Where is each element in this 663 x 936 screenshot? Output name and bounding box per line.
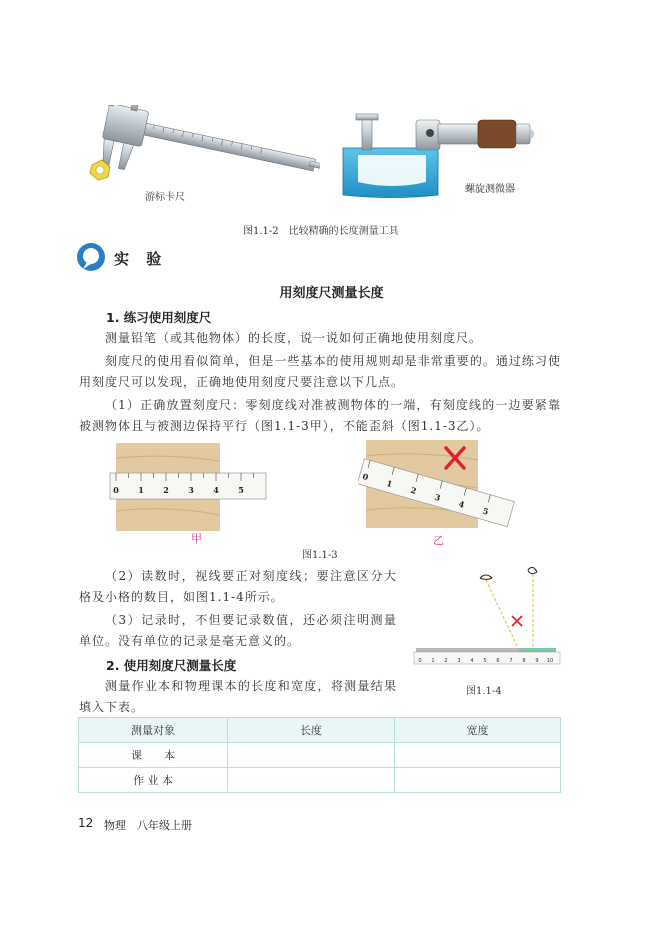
figure-1-1-4-caption: 图1.1-4 xyxy=(466,686,502,697)
wrong-view-icon xyxy=(512,616,522,626)
figure-1-1-3-caption: 图1.1-3 xyxy=(302,550,338,561)
table-cell-width[interactable] xyxy=(395,743,561,768)
part1-paragraph-4: （2）读数时，视线要正对刻度线；要注意区分大格及小格的数目，如图1.1-4所示。 xyxy=(79,569,397,604)
eye-icon-left xyxy=(480,575,492,580)
table-cell-object: 课 本 xyxy=(79,743,228,768)
fig4-tick-6: 6 xyxy=(496,658,500,664)
part2-heading: 2. 使用刻度尺测量长度 xyxy=(106,658,237,673)
fig4-tick-0: 0 xyxy=(418,658,422,664)
part2-paragraph-1: 测量作业本和物理课本的长度和宽度，将测量结果填入下表。 xyxy=(79,679,397,714)
jia-ruler-tick-0: 0 xyxy=(113,485,119,495)
micrometer-illustration xyxy=(338,100,558,200)
table-cell-length[interactable] xyxy=(228,768,395,793)
yi-ruler-tick-4: 4 xyxy=(457,498,466,510)
label-yi: 乙 xyxy=(433,534,444,547)
part1-paragraph-2: 刻度尺的使用看似简单，但是一些基本的使用规则却是非常重要的。通过练习使用刻度尺可以发现，正确地使用刻度尺要注意以下几点。 xyxy=(79,354,561,389)
fig4-tick-5: 5 xyxy=(483,658,487,664)
caliper-label: 游标卡尺 xyxy=(145,192,185,203)
figure-1-1-4 xyxy=(412,562,562,670)
results-table xyxy=(78,717,561,793)
fig4-tick-3: 3 xyxy=(457,658,461,664)
part1-paragraph-1: 测量铅笔（或其他物体）的长度，说一说如何正确地使用刻度尺。 xyxy=(105,331,483,345)
table-cell-width[interactable] xyxy=(395,768,561,793)
fig4-tick-9: 9 xyxy=(535,658,539,664)
fig4-tick-8: 8 xyxy=(522,658,526,664)
label-jia: 甲 xyxy=(191,532,202,545)
jia-ruler-tick-2: 2 xyxy=(163,485,169,495)
figure-1-1-3-jia xyxy=(108,443,268,533)
figure-1-1-2 xyxy=(70,100,590,240)
jia-ruler-tick-1: 1 xyxy=(138,485,144,495)
yi-ruler-tick-3: 3 xyxy=(433,491,442,503)
section-title: 实 验 xyxy=(114,250,168,268)
table-header-row xyxy=(79,718,561,743)
table-header-width: 宽度 xyxy=(395,718,561,743)
vernier-caliper-illustration xyxy=(80,105,320,200)
eye-icon-right xyxy=(528,567,537,573)
figure-1-1-2-caption: 图1.1-2 比较精确的长度测量工具 xyxy=(243,226,399,237)
yi-ruler-tick-1: 1 xyxy=(385,477,394,490)
part1-heading: 1. 练习使用刻度尺 xyxy=(106,310,212,325)
jia-ruler-tick-3: 3 xyxy=(188,485,194,495)
experiment-title: 用刻度尺测量长度 xyxy=(279,286,384,301)
part1-paragraph-3: （1）正确放置刻度尺：零刻度线对准被测物体的一端，有刻度线的一边要紧靠被测物体且与被测边保持平行（图1.1-3甲），不能歪斜（图1.1-3乙）。 xyxy=(79,398,561,433)
table-cell-length[interactable] xyxy=(228,743,395,768)
yi-ruler-tick-0: 0 xyxy=(361,471,370,483)
yi-ruler-tick-5: 5 xyxy=(481,505,490,517)
yi-ruler-tick-2: 2 xyxy=(409,484,418,497)
fig4-tick-4: 4 xyxy=(470,658,474,664)
jia-ruler-tick-5: 5 xyxy=(238,485,244,495)
part1-paragraph-5: （3）记录时，不但要记录数值，还必须注明测量单位。没有单位的记录是毫无意义的。 xyxy=(79,613,397,648)
fig4-tick-10: 10 xyxy=(546,658,554,664)
page-number: 12 xyxy=(78,816,94,830)
figure-1-1-3-yi xyxy=(358,438,518,538)
book-title: 物理 八年级上册 xyxy=(104,819,192,832)
table-header-length: 长度 xyxy=(228,718,395,743)
fig4-tick-7: 7 xyxy=(509,658,513,664)
table-header-object: 测量对象 xyxy=(79,718,228,743)
jia-ruler-tick-4: 4 xyxy=(213,485,219,495)
micrometer-label: 螺旋测微器 xyxy=(465,184,515,195)
table-row xyxy=(79,768,561,793)
table-row xyxy=(79,743,561,768)
experiment-icon xyxy=(76,242,106,272)
table-cell-object: 作 业 本 xyxy=(79,768,228,793)
fig4-tick-2: 2 xyxy=(444,658,448,664)
fig4-tick-1: 1 xyxy=(431,658,435,664)
